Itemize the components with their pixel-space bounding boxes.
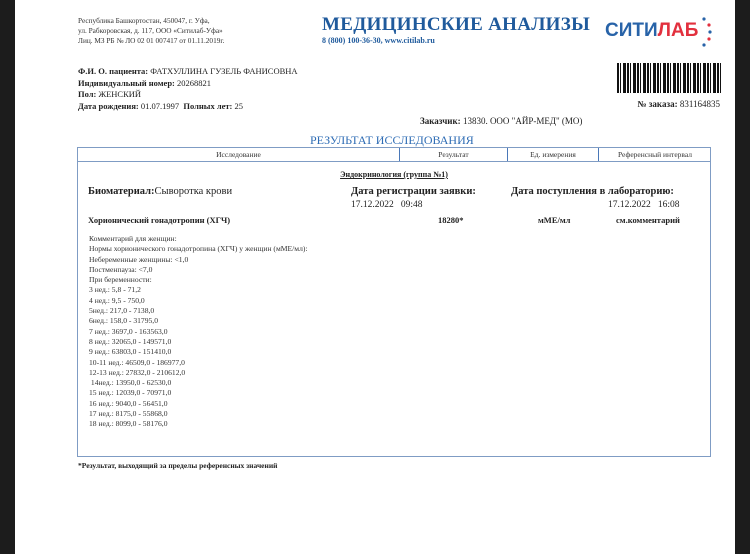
- lab-time: 16:08: [657, 200, 680, 210]
- comment-line: 15 нед.: 12039,0 - 70971,0: [89, 388, 172, 398]
- registration-date-label: Дата регистрации заявки:: [351, 186, 476, 197]
- id-label: Индивидуальный номер:: [78, 77, 175, 88]
- column-header-unit: Ед. измерения: [507, 148, 598, 161]
- comment-line: 9 нед.: 63803,0 - 151410,0: [89, 347, 172, 357]
- biomaterial-label: Биоматериал:: [88, 186, 155, 197]
- column-header-test: Исследование: [216, 150, 261, 159]
- lab-address: [78, 16, 224, 46]
- sex-label: Пол:: [78, 89, 97, 99]
- customer-label: Заказчик:: [420, 116, 461, 126]
- comment-block: [89, 234, 308, 430]
- name-label: Ф.И. О. пациента:: [78, 66, 149, 76]
- comment-line: Небеременные женщины: <1,0: [89, 254, 189, 264]
- logo-text-part2: ЛАБ: [657, 20, 699, 41]
- contact-info: 8 (800) 100-36-30, www.citilab.ru: [322, 36, 435, 45]
- order-number: [638, 99, 721, 109]
- test-reference: см.комментарий: [616, 215, 680, 225]
- biomaterial-value: Сыворотка крови: [154, 186, 233, 197]
- table-header: [78, 148, 710, 162]
- comment-line: Постменпауза: <7,0: [89, 264, 153, 274]
- order-value: 831164835: [679, 99, 720, 109]
- customer-value: 13830. ООО "АЙР-МЕД" (МО): [462, 116, 583, 126]
- patient-dob: 01.07.1997: [140, 100, 180, 111]
- results-table: [77, 147, 711, 457]
- comment-line: 17 нед.: 8175,0 - 55868,0: [89, 409, 168, 419]
- customer: [420, 116, 582, 126]
- comment-line: 6нед.: 158,0 - 31795,0: [89, 316, 158, 326]
- column-header-result: Результат: [399, 148, 507, 161]
- document-page: [15, 0, 735, 554]
- order-label: № заказа:: [637, 99, 678, 109]
- comment-line: 12-13 нед.: 27832,0 - 210612,0: [89, 367, 186, 377]
- address-line: Республика Башкортостан, 450047, г. Уфа,: [78, 16, 210, 25]
- registration-date: [351, 200, 423, 210]
- comment-line: Комментарий для женщин:: [89, 234, 177, 243]
- logo-dots-icon: [698, 16, 712, 48]
- reg-time: 09:48: [400, 200, 423, 210]
- comment-line: 5нед.: 217,0 - 7138,0: [89, 306, 155, 316]
- lab-date: [608, 200, 680, 210]
- test-name: Хорионический гонадотропин (ХГЧ): [88, 215, 231, 225]
- brand-title: МЕДИЦИНСКИЕ АНАЛИЗЫ: [322, 14, 591, 35]
- comment-line: 10-11 нед.: 46509,0 - 186977,0: [89, 357, 185, 367]
- biomaterial: [88, 186, 232, 197]
- comment-line: 16 нед.: 9040,0 - 56451,0: [89, 398, 168, 408]
- patient-info: [78, 66, 298, 112]
- patient-age: 25: [234, 100, 243, 111]
- license-line: Лиц. МЗ РБ № ЛО 02 01 007417 от 01.11.2019г.: [78, 36, 225, 45]
- test-unit: мМЕ/мл: [538, 215, 571, 225]
- age-label: Полных лет:: [183, 100, 233, 111]
- comment-line: 3 нед.: 5,8 - 71,2: [89, 285, 141, 295]
- comment-line: Нормы хорионического гонадотропина (ХГЧ) у женщин (мМЕ/мл):: [89, 244, 308, 254]
- dob-label: Дата рождения:: [78, 100, 139, 111]
- column-header-reference: Референсный интервал: [598, 148, 711, 161]
- result-title: РЕЗУЛЬТАТ ИССЛЕДОВАНИЯ: [310, 133, 474, 147]
- barcode: [617, 63, 723, 93]
- comment-line: 7 нед.: 3697,0 - 163563,0: [89, 326, 168, 336]
- logo-text-part1: СИТИ: [605, 20, 658, 41]
- patient-name: ФАТХУЛЛИНА ГУЗЕЛЬ ФАНИСОВНА: [150, 66, 298, 76]
- comment-line: 4 нед.: 9,5 - 750,0: [89, 295, 145, 305]
- patient-id: 20268821: [177, 77, 212, 88]
- lab-date-value: 17.12.2022: [608, 200, 651, 210]
- comment-line: 8 нед.: 32065,0 - 149571,0: [89, 336, 172, 346]
- comment-line: При беременности:: [89, 275, 152, 285]
- lab-date-label: Дата поступления в лабораторию:: [511, 186, 674, 197]
- test-result: 18280*: [438, 215, 464, 225]
- comment-line: 18 нед.: 8099,0 - 58176,0: [89, 419, 168, 429]
- address-line: ул. Рабкоровская, д. 117, ООО «Ситилаб-Уфа»: [78, 26, 223, 35]
- comment-line: 14нед.: 13950,0 - 62530,0: [89, 378, 172, 388]
- citilab-logo: [605, 20, 698, 42]
- footnote: *Результат, выходящий за пределы референсных значений: [78, 461, 278, 470]
- test-group-title: Эндокринология (группа №1): [340, 170, 448, 179]
- patient-sex: ЖЕНСКИЙ: [98, 89, 142, 99]
- reg-date: 17.12.2022: [351, 200, 394, 210]
